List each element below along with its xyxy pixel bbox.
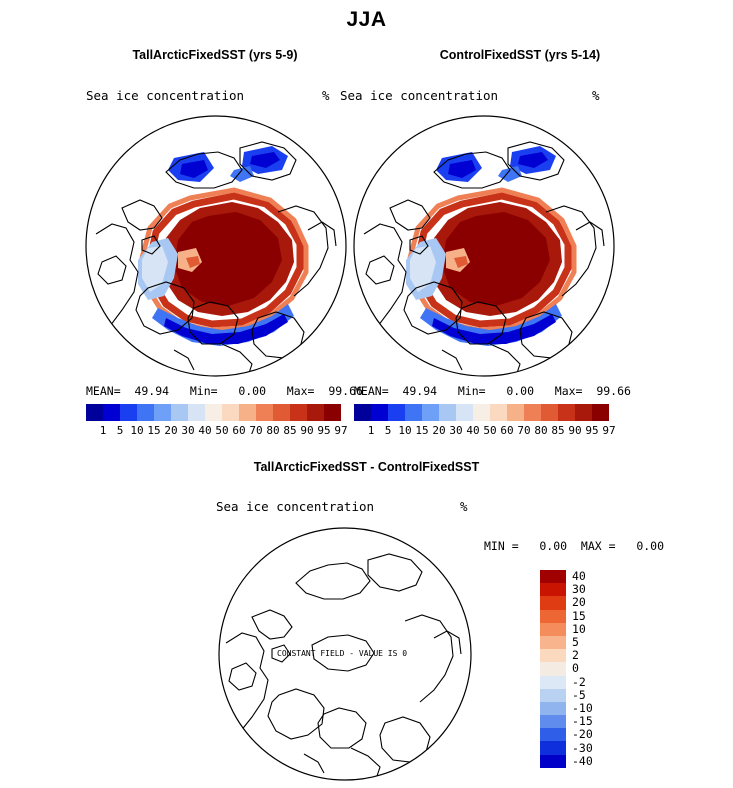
colorbar-swatch (540, 649, 566, 662)
colorbar-tick-label: -30 (572, 740, 593, 755)
polar-map-left (82, 112, 350, 380)
panel-title-right: ControlFixedSST (yrs 5-14) (439, 48, 601, 62)
colorbar-tick-label: 1 (99, 424, 107, 437)
colorbar-left (86, 404, 341, 421)
colorbar-swatch (354, 404, 371, 421)
colorbar-swatch (256, 404, 273, 421)
colorbar-tick-label: 10 (130, 424, 144, 437)
colorbar-diff (540, 570, 566, 768)
colorbar-tick-label: 20 (572, 595, 586, 610)
panel-title-left: TallArcticFixedSST (yrs 5-9) (132, 48, 298, 62)
colorbar-tick-label: 80 (534, 424, 548, 437)
colorbar-tick-label: -5 (572, 687, 586, 702)
colorbar-swatch (188, 404, 205, 421)
panel-stats-right: MEAN= 49.94 Min= 0.00 Max= 99.66 (354, 384, 631, 398)
colorbar-swatch (171, 404, 188, 421)
colorbar-swatch (507, 404, 524, 421)
colorbar-tick-label: 30 (181, 424, 195, 437)
colorbar-swatch (540, 755, 566, 768)
colorbar-tick-label: 10 (572, 621, 586, 636)
colorbar-tick-label: 0 (572, 661, 579, 676)
colorbar-tick-label: 80 (266, 424, 280, 437)
colorbar-swatch (540, 570, 566, 583)
colorbar-tick-label: 90 (568, 424, 582, 437)
colorbar-tick-label: 60 (232, 424, 246, 437)
colorbar-tick-label: -20 (572, 727, 593, 742)
colorbar-swatch (439, 404, 456, 421)
colorbar-swatch (541, 404, 558, 421)
colorbar-tick-label: -10 (572, 701, 593, 715)
colorbar-tick-label: 90 (300, 424, 314, 437)
panel-title-diff: TallArcticFixedSST - ControlFixedSST (253, 460, 480, 474)
colorbar-tick-label: 40 (198, 424, 212, 437)
colorbar-swatch (473, 404, 490, 421)
colorbar-swatch (371, 404, 388, 421)
colorbar-swatch (120, 404, 137, 421)
colorbar-swatch (103, 404, 120, 421)
colorbar-tick-label: 15 (572, 608, 586, 623)
colorbar-swatch (222, 404, 239, 421)
colorbar-tick-label: -15 (572, 714, 593, 729)
polar-map-right (350, 112, 618, 380)
colorbar-tick-label: 5 (384, 424, 392, 437)
panel-var-label-diff: Sea ice concentration (216, 499, 375, 514)
colorbar-tick-label: 40 (572, 569, 586, 583)
panel-var-label-right: Sea ice concentration (340, 88, 499, 103)
colorbar-tick-label: 85 (551, 424, 565, 437)
colorbar-swatch (388, 404, 405, 421)
colorbar-swatch (540, 623, 566, 636)
colorbar-swatch (86, 404, 103, 421)
panel-unit-label-left: % (322, 88, 330, 103)
colorbar-swatch (540, 636, 566, 649)
colorbar-tick-label: 97 (602, 424, 616, 437)
colorbar-tick-label: 20 (432, 424, 446, 437)
colorbar-tick-label: 95 (317, 424, 331, 437)
colorbar-diff-labels (572, 570, 632, 770)
colorbar-tick-label: 40 (466, 424, 480, 437)
colorbar-tick-label: 50 (215, 424, 229, 437)
colorbar-tick-label: 97 (334, 424, 348, 437)
figure-title: JJA (346, 8, 387, 31)
colorbar-tick-label: 2 (572, 648, 579, 663)
colorbar-right (354, 404, 609, 421)
colorbar-ticks-right (354, 424, 616, 440)
colorbar-tick-label: 10 (398, 424, 412, 437)
colorbar-tick-label: 85 (283, 424, 297, 437)
colorbar-tick-label: -2 (572, 674, 586, 689)
colorbar-tick-label: 30 (572, 582, 586, 597)
constant-field-note: CONSTANT FIELD - VALUE IS 0 (277, 649, 408, 658)
colorbar-swatch (290, 404, 307, 421)
colorbar-tick-label: 30 (449, 424, 463, 437)
panel-stats-left: MEAN= 49.94 Min= 0.00 Max= 99.66 (86, 384, 363, 398)
colorbar-swatch (575, 404, 592, 421)
colorbar-tick-label: 60 (500, 424, 514, 437)
colorbar-tick-label: 50 (483, 424, 497, 437)
colorbar-swatch (540, 662, 566, 675)
colorbar-swatch (324, 404, 341, 421)
colorbar-swatch (524, 404, 541, 421)
colorbar-swatch (540, 715, 566, 728)
colorbar-swatch (558, 404, 575, 421)
colorbar-tick-label: 70 (517, 424, 531, 437)
colorbar-swatch (540, 596, 566, 609)
colorbar-tick-label: -40 (572, 753, 593, 768)
colorbar-swatch (273, 404, 290, 421)
colorbar-swatch (540, 610, 566, 623)
colorbar-tick-label: 5 (572, 635, 579, 649)
colorbar-swatch (540, 676, 566, 689)
colorbar-swatch (540, 728, 566, 741)
colorbar-swatch (540, 583, 566, 596)
panel-var-label-left: Sea ice concentration (86, 88, 245, 103)
colorbar-swatch (205, 404, 222, 421)
colorbar-swatch (422, 404, 439, 421)
colorbar-swatch (405, 404, 422, 421)
colorbar-swatch (154, 404, 171, 421)
colorbar-tick-label: 5 (116, 424, 124, 437)
diff-minmax-label: MIN = 0.00 MAX = 0.00 (484, 539, 665, 553)
colorbar-ticks-left (86, 424, 348, 440)
colorbar-swatch (137, 404, 154, 421)
panel-unit-label-diff: % (460, 499, 468, 514)
colorbar-swatch (239, 404, 256, 421)
colorbar-tick-label: 20 (164, 424, 178, 437)
panel-unit-label-right: % (592, 88, 600, 103)
colorbar-swatch (456, 404, 473, 421)
colorbar-swatch (540, 702, 566, 715)
colorbar-tick-label: 1 (367, 424, 375, 437)
colorbar-tick-label: 95 (585, 424, 599, 437)
colorbar-swatch (540, 741, 566, 754)
colorbar-tick-label: 70 (249, 424, 263, 437)
colorbar-swatch (540, 689, 566, 702)
colorbar-tick-label: 15 (415, 424, 429, 437)
colorbar-swatch (592, 404, 609, 421)
colorbar-tick-label: 15 (147, 424, 161, 437)
colorbar-swatch (307, 404, 324, 421)
colorbar-swatch (490, 404, 507, 421)
